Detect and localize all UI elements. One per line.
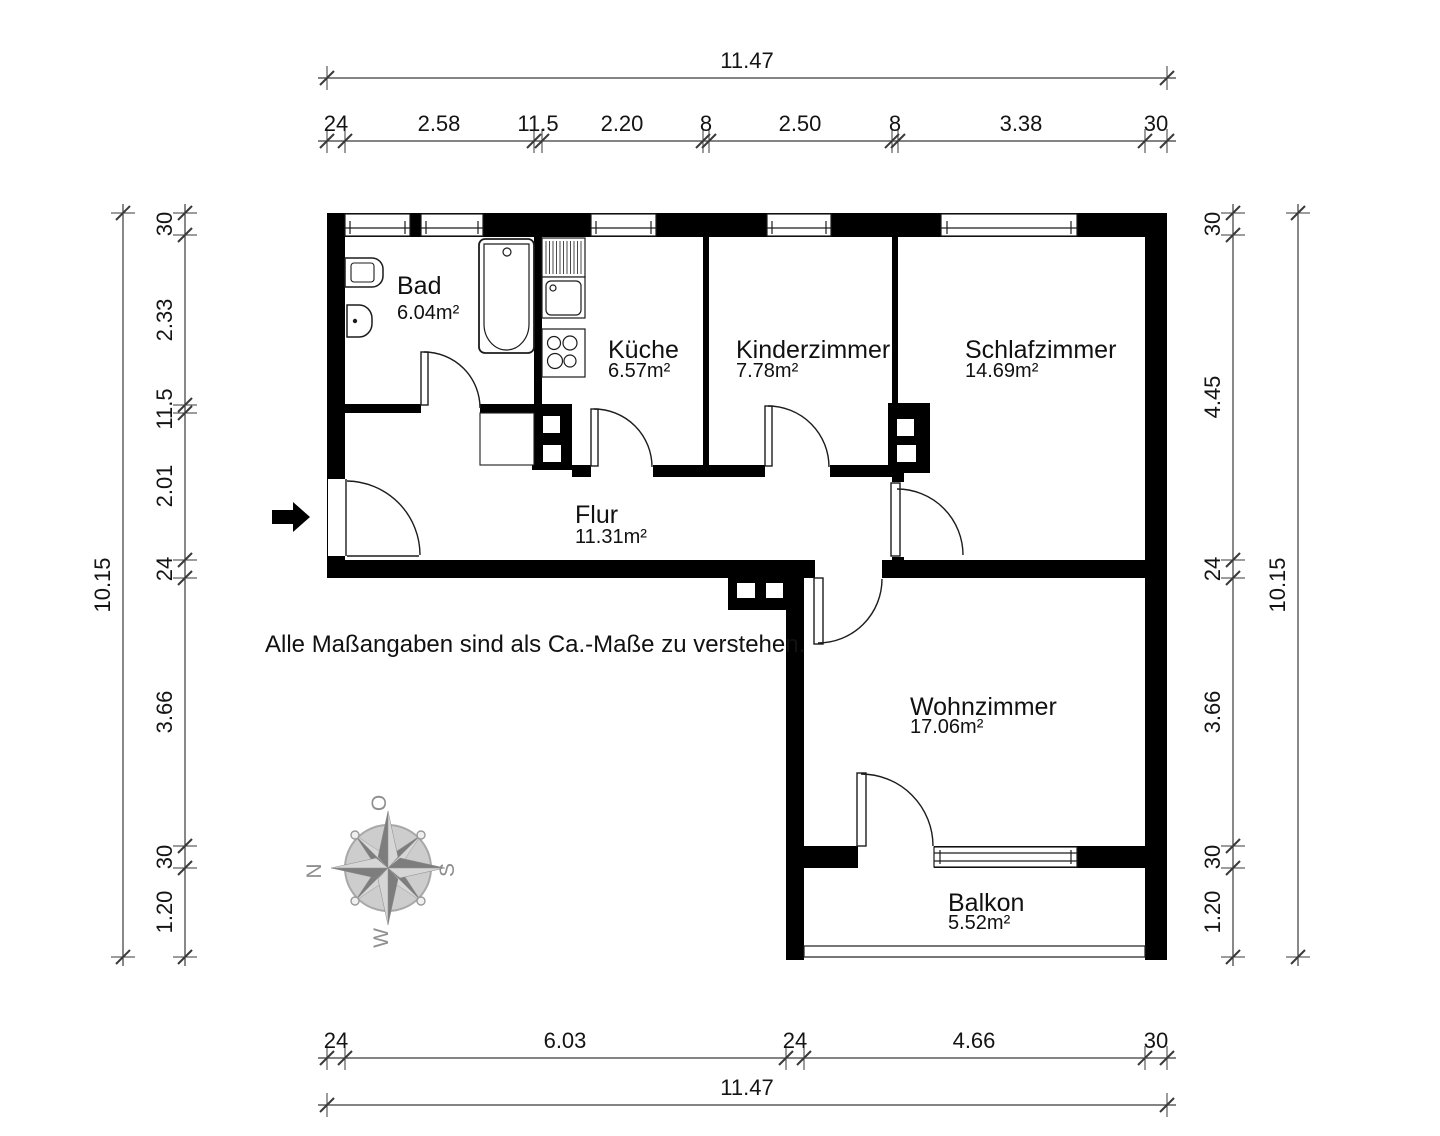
dim-chain-left-overall	[90, 204, 135, 966]
room-area: 17.06m²	[910, 716, 984, 738]
dim-label: 24	[323, 111, 349, 136]
dim-label: 2.33	[152, 298, 177, 342]
kitchen-counter-icon	[542, 238, 585, 277]
room-area: 7.78m²	[736, 360, 799, 382]
dim-label: 4.45	[1200, 375, 1225, 419]
room-area: 11.31m²	[575, 526, 647, 548]
compass-letter-w: W	[370, 928, 393, 948]
room-area: 6.04m²	[397, 302, 460, 324]
dim-label: 4.66	[952, 1028, 996, 1053]
washbasin-icon	[345, 258, 383, 287]
dim-label: 3.66	[152, 690, 177, 734]
dim-label: 1.20	[152, 890, 177, 934]
dim-label: 10.15	[1265, 557, 1290, 613]
room-label-bad	[397, 272, 460, 324]
wall-balkon-left	[786, 868, 804, 960]
door-kinderzimmer	[765, 406, 829, 467]
dim-label: 24	[782, 1028, 808, 1053]
entrance-door-opening	[328, 479, 345, 556]
room-label-flur	[575, 501, 647, 548]
dim-chain-right-segments	[1200, 204, 1245, 966]
bathtub-icon	[479, 239, 534, 353]
bath-niche	[480, 413, 534, 465]
dim-label: 30	[1143, 1028, 1169, 1053]
dim-label: 24	[323, 1028, 349, 1053]
room-label-kinderzimmer	[736, 336, 890, 382]
door-bad	[421, 352, 480, 408]
door-kueche	[591, 409, 652, 467]
dim-label: 30	[1200, 844, 1225, 870]
room-name: Balkon	[948, 889, 1025, 917]
note-text: Alle Maßangaben sind als Ca.-Maße zu verstehen.	[265, 631, 806, 658]
door-balkon	[857, 773, 933, 846]
doors	[346, 352, 963, 846]
stove-icon	[542, 329, 585, 377]
room-area: 6.57m²	[608, 360, 671, 382]
wall-kueche-kinderzimmer	[703, 237, 709, 477]
shaft-schlafzimmer	[888, 403, 930, 473]
room-name: Schlafzimmer	[965, 336, 1117, 364]
dim-label: 30	[1143, 111, 1169, 136]
wall-mid-horizontal	[327, 560, 1145, 578]
door-wohnzimmer	[814, 578, 882, 644]
dim-chain-top-overall	[318, 48, 1176, 90]
room-label-balkon	[948, 889, 1024, 934]
compass-letter-s: S	[436, 862, 459, 878]
entrance-door	[346, 479, 420, 556]
room-label-kueche	[608, 336, 679, 382]
room-label-wohnzimmer	[910, 693, 1057, 738]
dim-label: 24	[152, 556, 177, 582]
room-name: Kinderzimmer	[736, 336, 891, 364]
room-name: Flur	[575, 501, 619, 529]
dim-label: 3.66	[1200, 690, 1225, 734]
dim-label: 11.5	[517, 111, 559, 136]
dim-label: 1.20	[1200, 890, 1225, 934]
toilet-icon	[347, 305, 372, 337]
dim-label: 11.5	[152, 388, 177, 430]
room-name: Wohnzimmer	[910, 693, 1057, 721]
dim-label: 8	[888, 111, 902, 136]
room-name: Küche	[608, 336, 679, 364]
dim-label: 2.20	[600, 111, 644, 136]
dim-chain-bottom-segments	[318, 1028, 1176, 1070]
dim-label: 30	[152, 844, 177, 870]
dim-label: 24	[1200, 556, 1225, 582]
dim-chain-bottom-overall	[318, 1075, 1176, 1117]
dim-label: 30	[1200, 211, 1225, 237]
dim-label: 2.58	[417, 111, 461, 136]
compass-letter-n: N	[303, 863, 326, 879]
kitchen-sink-icon	[542, 277, 585, 318]
dim-label: 6.03	[543, 1028, 587, 1053]
dim-label: 3.38	[999, 111, 1043, 136]
room-label-schlafzimmer	[965, 336, 1116, 382]
dim-label: 2.01	[152, 464, 177, 508]
compass-rose-icon	[303, 795, 459, 948]
room-name: Bad	[397, 272, 442, 300]
dim-chain-left-segments	[152, 204, 197, 966]
dim-chain-right-overall	[1265, 204, 1310, 966]
room-area: 5.52m²	[948, 912, 1011, 934]
compass-letter-o: O	[368, 794, 391, 812]
dim-label: 2.50	[778, 111, 822, 136]
wall-kinderzimmer-schlafzimmer	[892, 237, 898, 405]
room-area: 14.69m²	[965, 360, 1039, 382]
dim-label: 10.15	[90, 557, 115, 613]
dim-chain-top-segments	[318, 111, 1176, 153]
entrance-arrow-icon	[272, 502, 310, 532]
dim-label: 30	[152, 211, 177, 237]
dim-label: 11.47	[720, 1075, 774, 1100]
dim-label: 11.47	[720, 48, 774, 73]
dim-label: 8	[699, 111, 713, 136]
balkon-railing	[804, 946, 1145, 957]
wall-bad-kueche	[534, 237, 542, 405]
